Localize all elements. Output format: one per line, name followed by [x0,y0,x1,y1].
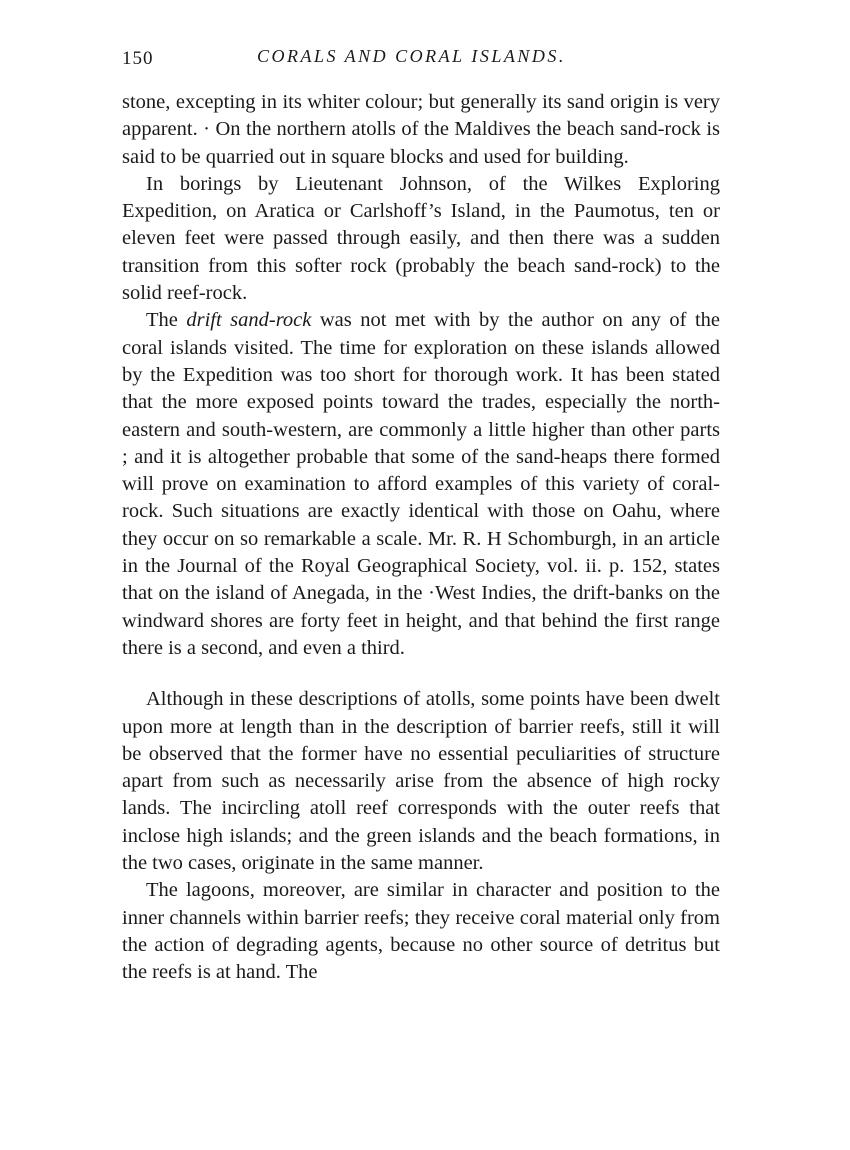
page-number: 150 [122,48,154,69]
paragraph-1: stone, excepting in its whiter colour; but generally its sand origin is very apparent. · On the northern atolls of the Maldives the beach sand-rock is said to be quarried out in square blocks and used for building. [122,91,720,168]
paragraph-3-rest: was not met with by the author on any of the coral islands visited. The time for exploration on these islands allowed by the Expedition was too short for thorough work. It has been stated that the more exposed points toward the trades, especially the north-eastern and south-western, are commonly a little higher than other parts ; and it is altogether probable that some of the sand-heaps there formed will prove on examination to afford examples of this variety of coral-rock. Such situations are exactly identical with those on Oahu, where they occur on so remarkable a scale. Mr. R. H Schomburgh, in an article in the Journal of the Royal Geographical Society, vol. ii. p. 152, states that on the island of Anegada, in the ·West Indies, the drift-banks on the windward shores are forty feet in height, and that behind the first range there is a second, and even a third. [122,309,720,659]
running-title: CORALS AND CORAL ISLANDS. [257,46,566,66]
paragraph-3-lead: The [146,309,187,332]
body-text [122,89,720,987]
paragraph-3 [122,307,720,662]
paragraph-4: Although in these descriptions of atolls, some points have been dwelt upon more at length than in the description of barrier reefs, still it will be observed that the former have no essential peculiarities of structure apart from such as necessarily arise from the absence of high rocky lands. The incircling atoll reef corresponds with the outer reefs that inclose high islands; and the green islands and the beach formations, in the two cases, originate in the same manner. [122,688,720,875]
page-header [122,46,722,76]
paragraph-5: The lagoons, moreover, are similar in character and position to the inner channels within barrier reefs; they receive coral material only from the action of degrading agents, because no other source of detritus but the reefs is at hand. The [122,879,720,984]
paragraph-2: In borings by Lieutenant Johnson, of the Wilkes Exploring Expedition, on Aratica or Carlshoff’s Island, in the Paumotus, ten or eleven feet were passed through easily, and then there was a sudden transition from this softer rock (probably the beach sand-rock) to the solid reef-rock. [122,172,720,305]
section-break [122,662,720,686]
paragraph-3-emphasis: drift sand-rock [186,309,312,332]
